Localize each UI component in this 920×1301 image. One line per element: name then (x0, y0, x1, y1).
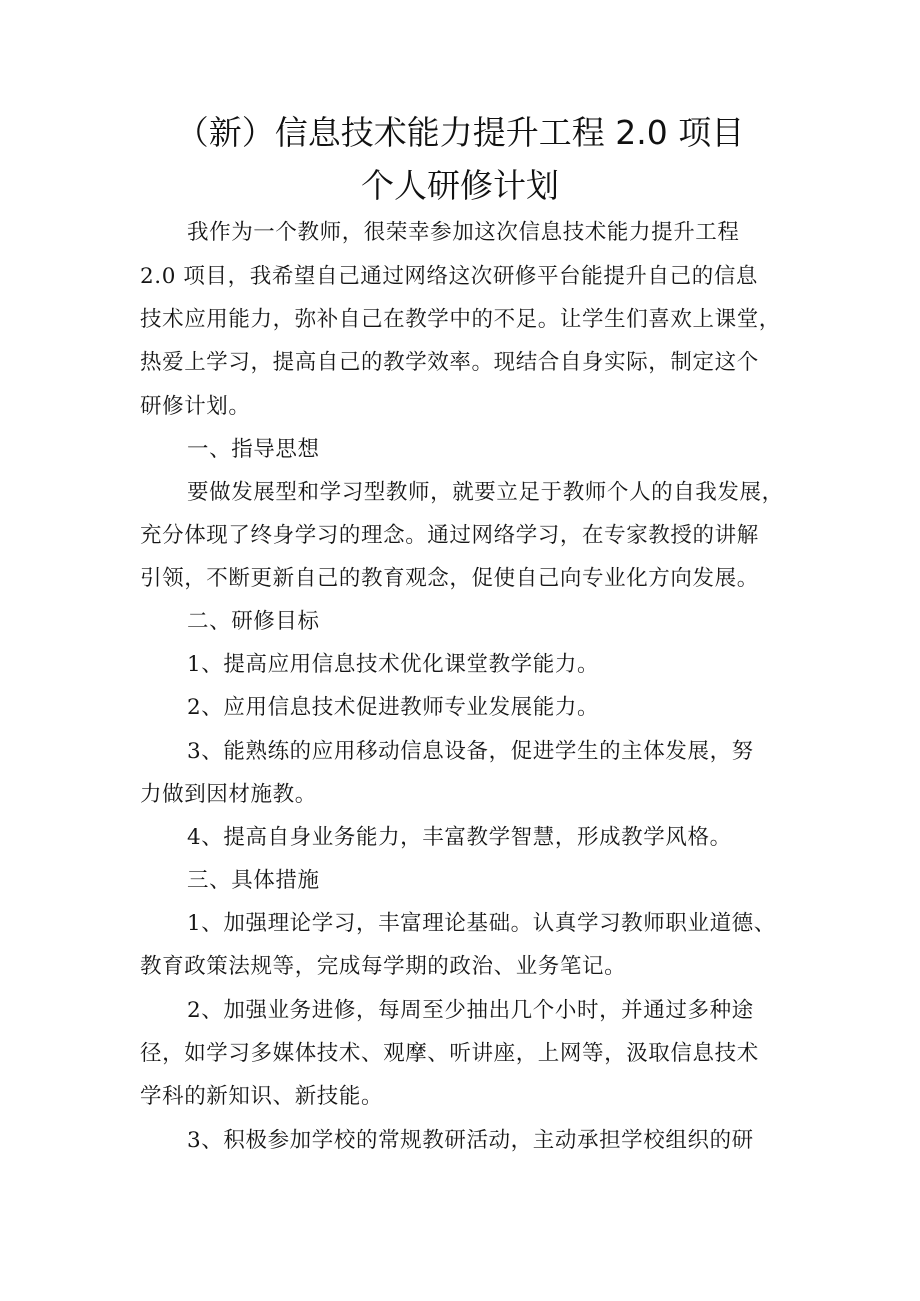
paragraph-line: 引领，不断更新自己的教育观念，促使自己向专业化方向发展。 (140, 566, 759, 591)
list-item: 2、应用信息技术促进教师专业发展能力。 (187, 695, 600, 720)
paragraph-line: 研修计划。 (140, 394, 251, 419)
paragraph-line: 充分体现了终身学习的理念。通过网络学习，在专家教授的讲解 (140, 523, 759, 548)
paragraph-line: 热爱上学习，提高自己的教学效率。现结合自身实际，制定这个 (140, 350, 759, 375)
document-title: （新）信息技术能力提升工程 2.0 项目 (175, 113, 745, 152)
list-item: 3、积极参加学校的常规教研活动，主动承担学校组织的研 (187, 1128, 754, 1153)
list-item: 4、提高自身业务能力，丰富教学智慧，形成教学风格。 (187, 825, 732, 850)
list-item: 1、提高应用信息技术优化课堂教学能力。 (187, 652, 600, 677)
section-heading: 二、研修目标 (187, 609, 320, 634)
list-item: 1、加强理论学习，丰富理论基础。认真学习教师职业道德、 (187, 911, 776, 936)
paragraph-line: 技术应用能力，弥补自己在教学中的不足。让学生们喜欢上课堂， (140, 307, 781, 332)
list-item: 教育政策法规等，完成每学期的政治、业务笔记。 (140, 954, 627, 979)
section-heading: 三、具体措施 (187, 868, 320, 893)
paragraph-line: 2.0 项目，我希望自己通过网络这次研修平台能提升自己的信息 (140, 264, 759, 289)
list-item: 2、加强业务进修，每周至少抽出几个小时，并通过多种途 (187, 998, 754, 1023)
list-item: 力做到因材施教。 (140, 782, 317, 807)
list-item: 3、能熟练的应用移动信息设备，促进学生的主体发展，努 (187, 739, 754, 764)
list-item: 径，如学习多媒体技术、观摩、听讲座，上网等，汲取信息技术 (140, 1041, 759, 1066)
document-subtitle: 个人研修计划 (361, 166, 559, 205)
section-heading: 一、指导思想 (187, 437, 320, 462)
paragraph-line: 我作为一个教师，很荣幸参加这次信息技术能力提升工程 (187, 220, 740, 245)
list-item: 学科的新知识、新技能。 (140, 1084, 384, 1109)
paragraph-line: 要做发展型和学习型教师，就要立足于教师个人的自我发展， (187, 480, 784, 505)
